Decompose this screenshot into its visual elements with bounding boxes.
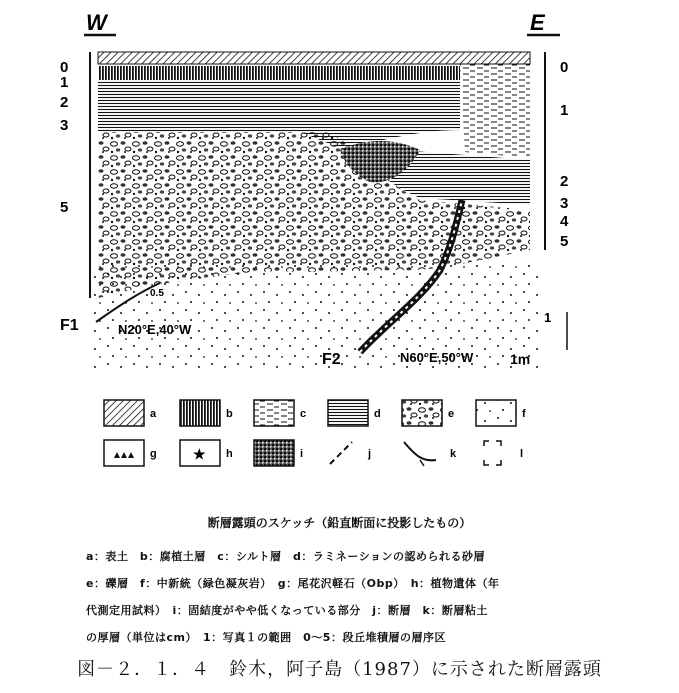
figure-caption: 図－２．１．４ 鈴木，阿子島（1987）に示された断層露頭 <box>77 659 602 680</box>
fault-f2-label: F2 <box>322 351 341 368</box>
legend-l-key: l <box>520 448 524 460</box>
svg-text:★: ★ <box>193 446 206 462</box>
right-mark-label: 1 <box>544 310 552 325</box>
layer-c-silt <box>460 64 530 158</box>
legend-f-icon <box>476 400 516 426</box>
scale-bar-label: 1m <box>510 351 531 367</box>
right-scale-3: 3 <box>560 195 569 212</box>
layer-a-topsoil <box>98 52 530 64</box>
legend-text-line-3: 代測定用試料） i：固結度がやや低くなっている部分 j：断層 k：断層粘土 <box>86 604 488 617</box>
legend-g-key: g <box>150 448 157 460</box>
left-scale-3: 3 <box>60 117 69 134</box>
legend-l-icon <box>484 441 501 465</box>
legend-i-icon <box>254 440 294 466</box>
legend-a-icon <box>104 400 144 426</box>
legend-text-line-2: e：礫層 f：中新統（緑色凝灰岩） g：尾花沢軽石（Obp） h：植物遺体（年 <box>86 577 500 590</box>
right-scale-2: 2 <box>560 173 569 190</box>
legend-d-key: d <box>374 408 381 420</box>
sketch-title: 断層露頭のスケッチ（鉛直断面に投影したもの） <box>207 516 472 530</box>
legend-c-key: c <box>300 408 307 420</box>
legend-a-key: a <box>150 408 157 420</box>
legend-e-key: e <box>448 408 455 420</box>
left-scale-5: 5 <box>60 199 69 216</box>
legend-c-icon <box>254 400 294 426</box>
legend-j-key: j <box>368 448 372 460</box>
legend-e-icon <box>402 400 442 426</box>
fault-f2-strike: N60°E,50°W <box>400 350 474 365</box>
legend-k-key: k <box>450 448 457 460</box>
left-scale-2: 2 <box>60 94 69 111</box>
right-scale-1: 1 <box>560 102 569 119</box>
right-scale-5: 5 <box>560 233 569 250</box>
layer-b-humus <box>98 66 460 80</box>
legend-j-icon <box>330 442 352 464</box>
fault-f1-strike: N20°E,40°W <box>118 322 192 337</box>
legend-k-icon <box>404 442 436 460</box>
left-scale-0: 0 <box>60 59 69 76</box>
right-scale-4: 4 <box>560 213 569 230</box>
right-scale-0: 0 <box>560 59 569 76</box>
fault-f1-label: F1 <box>60 317 79 334</box>
legend-text-line-1: a：表土 b：腐植土層 c：シルト層 d：ラミネーションの認められる砂層 <box>86 550 485 563</box>
legend-h-key: h <box>226 448 233 460</box>
east-label: E <box>530 10 545 35</box>
legend-b-icon <box>180 400 220 426</box>
legend-f-key: f <box>522 408 526 420</box>
west-label: W <box>86 10 107 35</box>
legend-text-line-4: の厚層（単位はcm） 1：写真１の範囲 0～5：段丘堆積層の層序区 <box>86 631 446 644</box>
fault-f1-thickness: 0.5 <box>150 288 164 299</box>
legend-i-key: i <box>300 448 304 460</box>
legend-d-icon <box>328 400 368 426</box>
legend-b-key: b <box>226 408 233 420</box>
left-scale-1: 1 <box>60 74 69 91</box>
